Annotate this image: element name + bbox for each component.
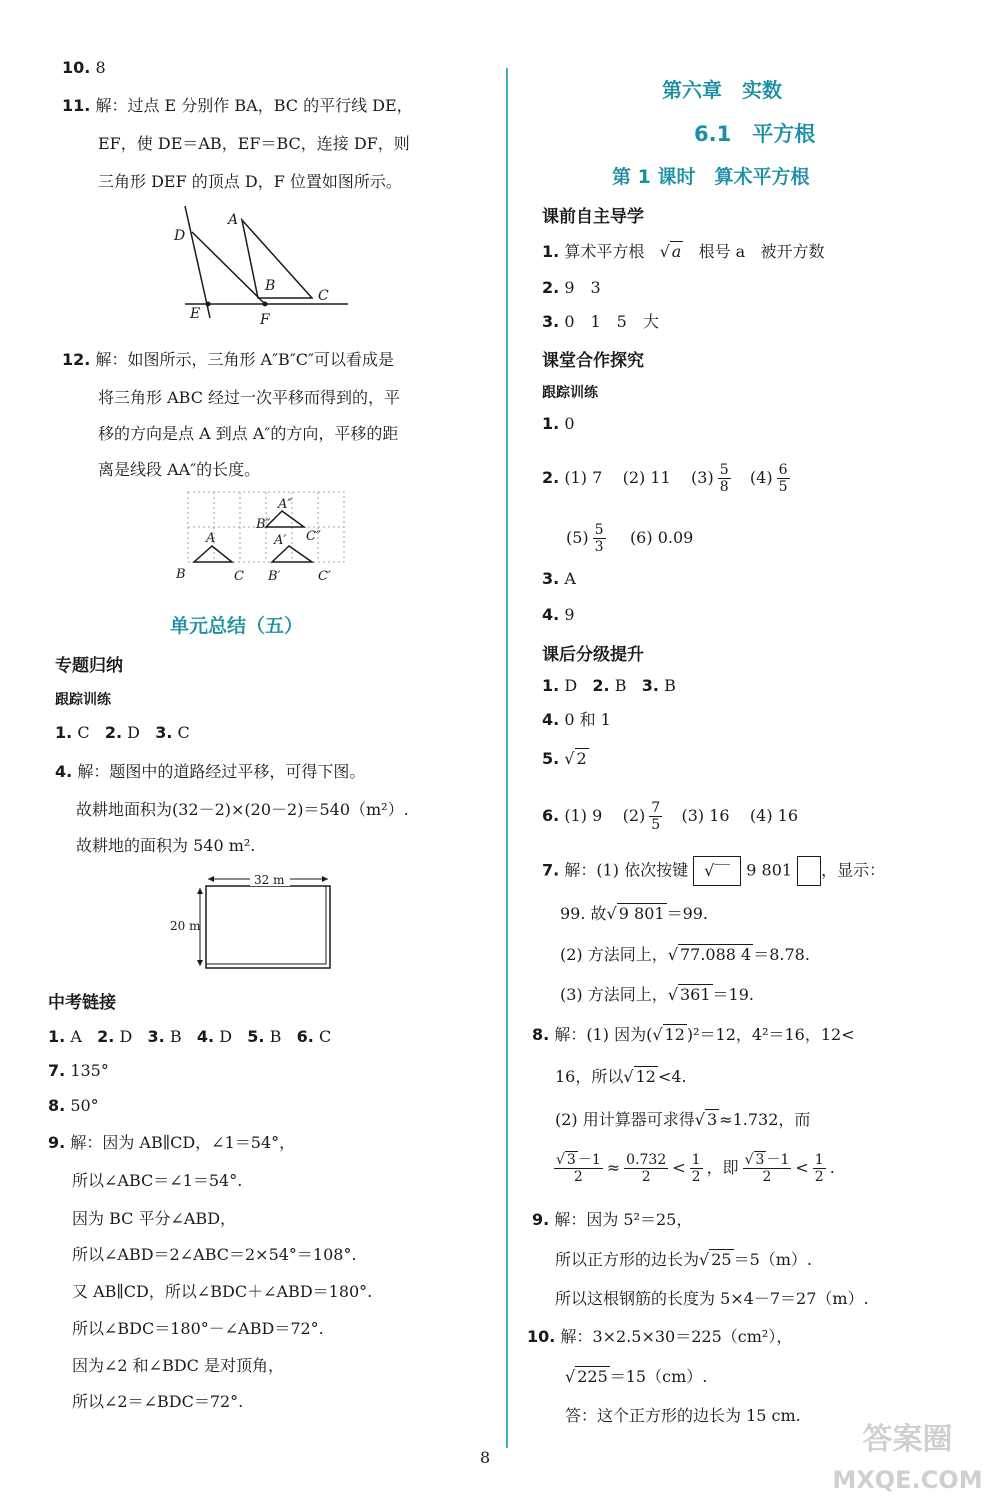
column-divider <box>506 68 508 1448</box>
post-q5: 5. √ 2 <box>542 749 587 768</box>
point-e <box>206 302 211 307</box>
pre-study-heading: 课前自主导学 <box>542 207 644 227</box>
post-q7-line2: 99. 故√ 9 801 ＝99. <box>560 904 709 923</box>
q4-line2: 故耕地面积为(32－2)×(20－2)＝540（m²）. <box>76 800 409 819</box>
post-q10-line1: 10. 解：3×2.5×30＝225（cm²）， <box>527 1327 793 1346</box>
post-heading: 课后分级提升 <box>542 645 644 665</box>
q12-figure <box>172 488 362 588</box>
q11-line2: EF，使 DE＝AB，EF＝BC，连接 DF，则 <box>98 134 410 153</box>
point-f <box>263 302 268 307</box>
pre-q3: 3. 0 1 5 大 <box>542 312 659 331</box>
triangle-abc <box>242 220 312 298</box>
post-q8-line3: (2) 用计算器可求得√ 3 ≈1.732，而 <box>555 1110 811 1129</box>
watermark-logo: 答案圈 MXQE.COM <box>832 1422 983 1494</box>
q12-line3: 移的方向是点 A 到点 A″的方向，平移的距 <box>98 424 399 443</box>
q7: 7. 135° <box>48 1061 109 1080</box>
q9-line5: 又 AB∥CD，所以∠BDC＋∠ABD＝180°. <box>72 1282 373 1301</box>
q4-line1: 4. 解：题图中的道路经过平移，可得下图。 <box>55 762 366 781</box>
section-title: 6.1 平方根 <box>694 122 816 146</box>
coop-q2-row2: (5) $\frac{5}{3}$ (6) 0.09 <box>566 522 694 555</box>
q12-line4: 离是线段 AA″的长度。 <box>98 460 261 479</box>
chapter-title: 第六章 实数 <box>662 78 782 102</box>
q9-line1: 9. 解：因为 AB∥CD，∠1＝54°， <box>48 1133 296 1152</box>
post-q8-line1: 8. 解：(1) 因为(√ 12 )²＝12，4²＝16，12< <box>532 1025 855 1044</box>
unit-summary-heading: 单元总结（五） <box>170 615 304 637</box>
label-b1: B′ <box>268 569 281 584</box>
post-q10-line3: 答：这个正方形的边长为 15 cm. <box>565 1406 801 1425</box>
coop-q1: 1. 0 <box>542 414 575 433</box>
label-c: C <box>318 288 329 304</box>
label-c: C <box>234 569 244 584</box>
post-q9-line2: 所以正方形的边长为√ 25 ＝5（m）. <box>555 1250 813 1269</box>
track-heading-right: 跟踪训练 <box>542 385 598 401</box>
post-q7-line4: (3) 方法同上，√ 361 ＝19. <box>560 985 754 1004</box>
line-df <box>192 232 265 304</box>
q9-line7: 因为∠2 和∠BDC 是对顶角， <box>72 1356 284 1375</box>
q4-figure <box>168 870 338 974</box>
post-q10-line2: √ 225 ＝15（cm）. <box>565 1367 708 1386</box>
width-label: 32 m <box>254 873 285 887</box>
coop-q2-row1: 2. (1) 7 (2) 11 (3) $\frac{5}{8}$ (4) $\frac{6}{5}$ <box>542 462 788 495</box>
label-a2: A″ <box>278 497 293 512</box>
sqrt-key-icon: √‾‾ <box>693 856 741 886</box>
q8: 8. 50° <box>48 1096 99 1115</box>
pre-q2: 2. 9 3 <box>542 278 601 297</box>
q11-figure <box>170 198 360 330</box>
topic-answers-1-3: 1. C 2. D 3. C <box>55 723 190 742</box>
post-q9-line1: 9. 解：因为 5²＝25， <box>532 1210 693 1229</box>
post-q7-line1: 7. 解：(1) 依次按键 √‾‾ 9 801 ，显示： <box>542 856 885 886</box>
label-f: F <box>260 312 270 328</box>
post-q4: 4. 0 和 1 <box>542 710 611 729</box>
label-c1: C′ <box>318 569 331 584</box>
height-label: 20 m <box>170 919 201 933</box>
label-b: B <box>265 278 276 294</box>
q11-line1: 11. 解：过点 E 分别作 BA，BC 的平行线 DE， <box>62 96 413 115</box>
label-a: A <box>228 212 239 228</box>
q9-line2: 所以∠ABC＝∠1＝54°. <box>72 1171 243 1190</box>
topic-heading: 专题归纳 <box>55 656 123 676</box>
q9-line6: 所以∠BDC＝180°－∠ABD＝72°. <box>72 1319 324 1338</box>
label-e: E <box>190 306 201 322</box>
label-c2: C″ <box>306 529 321 544</box>
track-heading-left: 跟踪训练 <box>55 692 111 708</box>
field-inner <box>206 886 326 964</box>
triangle-a2b2c2 <box>266 511 304 527</box>
q9-line4: 所以∠ABD＝2∠ABC＝2×54°＝108°. <box>72 1245 357 1264</box>
label-a1: A′ <box>274 533 287 548</box>
post-q9-line3: 所以这根钢筋的长度为 5×4－7＝27（m）. <box>555 1289 869 1308</box>
label-b2: B″ <box>256 517 271 532</box>
q12-line1: 12. 解：如图所示，三角形 A″B″C″可以看成是 <box>62 350 395 369</box>
exam-answers: 1. A 2. D 3. B 4. D 5. B 6. C <box>48 1027 332 1046</box>
pre-q1: 1. 算术平方根 √ a 根号 a 被开方数 <box>542 242 825 261</box>
post-q8-line4: $\frac{√ 3 -1}{2}$ ≈ $\frac{0.732}{2}$ < $\frac{1}{2}$ ，即 $\frac{√ 3 -1}{2}$ < $\frac{1}{2}$ . <box>556 1152 835 1185</box>
triangle-abc <box>194 546 232 562</box>
lesson-title: 第 1 课时 算术平方根 <box>612 166 810 188</box>
post-q6: 6. (1) 9 (2) $\frac{7}{5}$ (3) 16 (4) 16 <box>542 800 799 833</box>
coop-q3: 3. A <box>542 569 576 588</box>
label-a: A <box>206 531 216 546</box>
q4-line3: 故耕地的面积为 540 m². <box>76 836 256 855</box>
label-b: B <box>176 567 186 582</box>
equals-key-icon <box>797 856 821 886</box>
post-answers-1-3: 1. D 2. B 3. B <box>542 676 676 695</box>
field-outer <box>206 886 330 968</box>
q9-line3: 因为 BC 平分∠ABD， <box>72 1209 237 1228</box>
label-d: D <box>174 228 186 244</box>
q12-line2: 将三角形 ABC 经过一次平移而得到的，平 <box>98 388 401 407</box>
q9-line8: 所以∠2＝∠BDC＝72°. <box>72 1392 244 1411</box>
line-de-extension <box>185 206 210 318</box>
post-q8-line2: 16，所以√ 12 <4. <box>555 1067 687 1086</box>
q10: 10. 8 <box>62 58 106 77</box>
page-number: 8 <box>480 1448 491 1467</box>
coop-q4: 4. 9 <box>542 605 575 624</box>
coop-heading: 课堂合作探究 <box>542 351 644 371</box>
exam-heading: 中考链接 <box>48 993 116 1013</box>
post-q7-line3: (2) 方法同上，√ 77.088 4 ＝8.78. <box>560 945 810 964</box>
q11-line3: 三角形 DEF 的顶点 D，F 位置如图所示。 <box>98 172 402 191</box>
